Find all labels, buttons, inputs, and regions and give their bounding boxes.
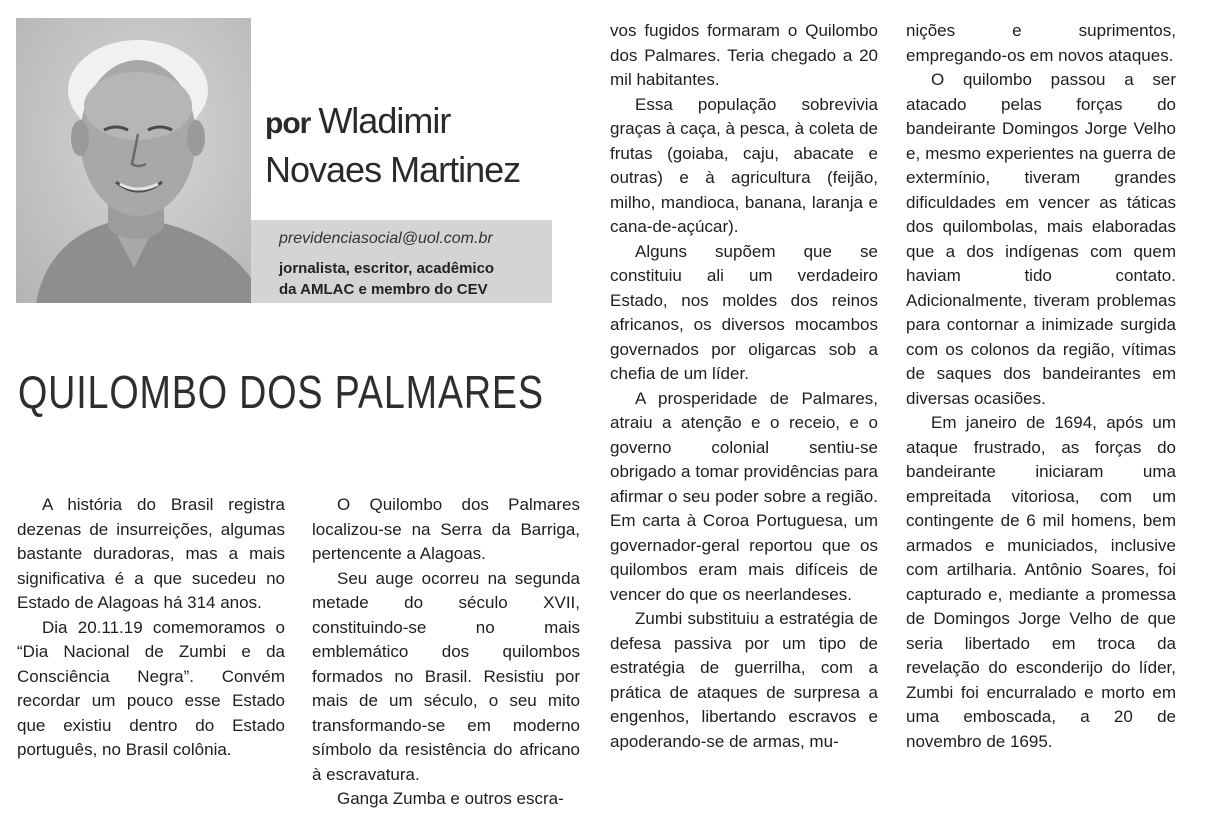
author-role: [279, 258, 494, 300]
author-role-line-2: da AMLAC e membro do CEV: [279, 281, 488, 298]
text-column-4: [906, 19, 1176, 754]
author-role-line-1: jornalista, escritor, acadêmico: [279, 260, 495, 277]
paragraph: Zumbi substituiu a estratégia de defesa passiva por um tipo de estratégia de guerrilha, com a prática de ataques de surpresa a engenhos, libertando escravos e apoderando-se de armas, mu-: [610, 609, 878, 751]
paragraph: O Quilombo dos Palmares localizou-se na Serra da Barriga, pertencente a Alagoas.: [312, 495, 580, 563]
text-column-2: [312, 493, 580, 812]
article-headline: QUILOMBO DOS PALMARES: [18, 366, 544, 418]
text-column-1: [17, 493, 285, 763]
paragraph: O quilombo passou a ser atacado pelas forças do bandeirante Domingos Jorge Velho e, mesmo experientes na guerra de extermínio, tiveram grandes dificuldades em vencer as táticas dos quilombolas, mais elaboradas que a dos indígenas com quem haviam tido contato. Adicionalmente, tiveram problemas para contornar a inimizade surgida com os colonos da região, vítimas de saques dos bandeirantes em diversas ocasiões.: [906, 70, 1176, 408]
byline-prefix: por: [265, 107, 311, 140]
author-email: previdenciasocial@uol.com.br: [279, 230, 493, 247]
text-column-3: [610, 19, 878, 754]
paragraph: A história do Brasil registra dezenas de insurreições, algumas bastante duradoras, mas a mais significativa é a que sucedeu no Estado de Alagoas há 314 anos.: [17, 495, 285, 612]
author-portrait-image: [16, 18, 251, 303]
author-name-last: Novaes Martinez: [265, 149, 521, 190]
paragraph: Dia 20.11.19 comemoramos o “Dia Nacional de Zumbi e da Consciência Negra”. Convém recordar um pouco esse Estado que existiu dentro do Estado português, no Brasil colônia.: [17, 617, 285, 759]
paragraph: Em janeiro de 1694, após um ataque frustrado, as forças do bandeirante iniciaram uma empreitada vitoriosa, com um contingente de 6 mil homens, bem armados e municiados, inclusive com artilharia. Antônio Soares, foi capturado e, mediante a promessa de Domingos Jorge Velho de que seria libertado em troca da revelação do esconderijo do líder, Zumbi foi encurralado e morto em uma emboscada, a 20 de novembro de 1695.: [906, 413, 1176, 751]
author-byline: [265, 98, 555, 193]
paragraph: A prosperidade de Palmares, atraiu a atenção e o receio, e o governo colonial sentiu-se obrigado a tomar providências para afirmar o seu poder sobre a região. Em carta à Coroa Portuguesa, um governador-geral reportou que os quilombos eram mais difíceis de vencer do que os neerlandeses.: [610, 388, 878, 604]
paragraph: Seu auge ocorreu na segunda metade do século XVII, constituindo-se no mais emblemático dos quilombos formados no Brasil. Resistiu por mais de um século, o seu mito transformando-se em moderno símbolo da resistência do africano à escravatura.: [312, 568, 580, 784]
author-name-first: Wladimir: [318, 100, 451, 141]
paragraph: vos fugidos formaram o Quilombo dos Palmares. Teria chegado a 20 mil habitantes.: [610, 21, 878, 89]
paragraph: Essa população sobrevivia graças à caça, à pesca, à coleta de frutas (goiaba, caju, abacate e outras) e à agricultura (feijão, milho, mandioca, banana, laranja e cana-de-açúcar).: [610, 94, 878, 236]
paragraph: Ganga Zumba e outros escra-: [337, 789, 564, 808]
author-photo: [16, 18, 251, 303]
paragraph: nições e suprimentos, empregando-os em novos ataques.: [906, 21, 1176, 65]
paragraph: Alguns supõem que se constituiu ali um verdadeiro Estado, nos moldes dos reinos africanos, os diversos mocambos governados por oligarcas sob a chefia de um líder.: [610, 241, 878, 383]
